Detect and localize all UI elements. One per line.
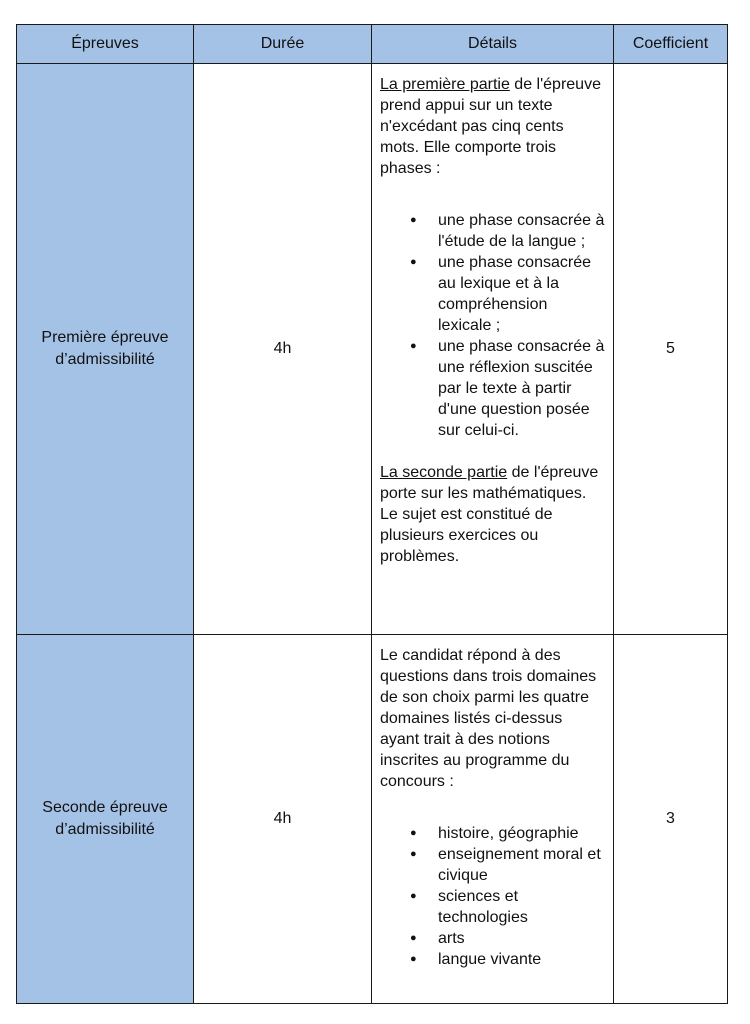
- domain-list: [380, 823, 605, 970]
- list-item: ● une phase consacrée à l'étude de la langue ;: [438, 210, 605, 252]
- list-item: ● histoire, géographie: [438, 823, 605, 844]
- coefficient-value: 5: [614, 64, 728, 635]
- intro-paragraph: Le candidat répond à des questions dans trois domaines de son choix parmi les quatre domaines listés ci-dessus ayant trait à des notions inscrites au programme du concours :: [380, 647, 597, 790]
- phase-list: [380, 210, 605, 441]
- part2-title: La seconde partie: [380, 464, 508, 481]
- header-epreuves: Épreuves: [17, 25, 194, 64]
- list-item: ● une phase consacrée à une réflexion suscitée par le texte à partir d'une question posée sur celui-ci.: [438, 336, 605, 441]
- table-row: [17, 64, 728, 635]
- list-item: ● enseignement moral et civique: [438, 844, 605, 886]
- duree-value: 4h: [194, 64, 372, 635]
- header-coefficient: Coefficient: [614, 25, 728, 64]
- table-row: [17, 635, 728, 1004]
- duree-value: 4h: [194, 635, 372, 1004]
- coefficient-value: 3: [614, 635, 728, 1004]
- part1-title: La première partie: [380, 76, 510, 93]
- list-item: ● sciences et technologies: [438, 886, 605, 928]
- part1-text: de l'épreuve prend appui sur un texte n'excédant pas cinq cents mots. Elle comporte trois phases :: [380, 76, 601, 177]
- list-item: ● une phase consacrée au lexique et à la compréhension lexicale ;: [438, 252, 605, 336]
- header-row: [17, 25, 728, 64]
- details-cell: [372, 64, 614, 635]
- header-details: Détails: [372, 25, 614, 64]
- part2-paragraph: [380, 462, 605, 567]
- part2-text: de l'épreuve porte sur les mathématiques. Le sujet est constitué de plusieurs exercices ou problèmes.: [380, 464, 599, 565]
- list-item: ● langue vivante: [438, 949, 605, 970]
- header-duree: Durée: [194, 25, 372, 64]
- details-cell: [372, 635, 614, 1004]
- exam-table: [16, 24, 728, 1004]
- part1-paragraph: [380, 74, 605, 179]
- epreuve-name: Première épreuve d’admissibilité: [17, 64, 194, 635]
- list-item: ● arts: [438, 928, 605, 949]
- epreuve-name: Seconde épreuve d’admissibilité: [17, 635, 194, 1004]
